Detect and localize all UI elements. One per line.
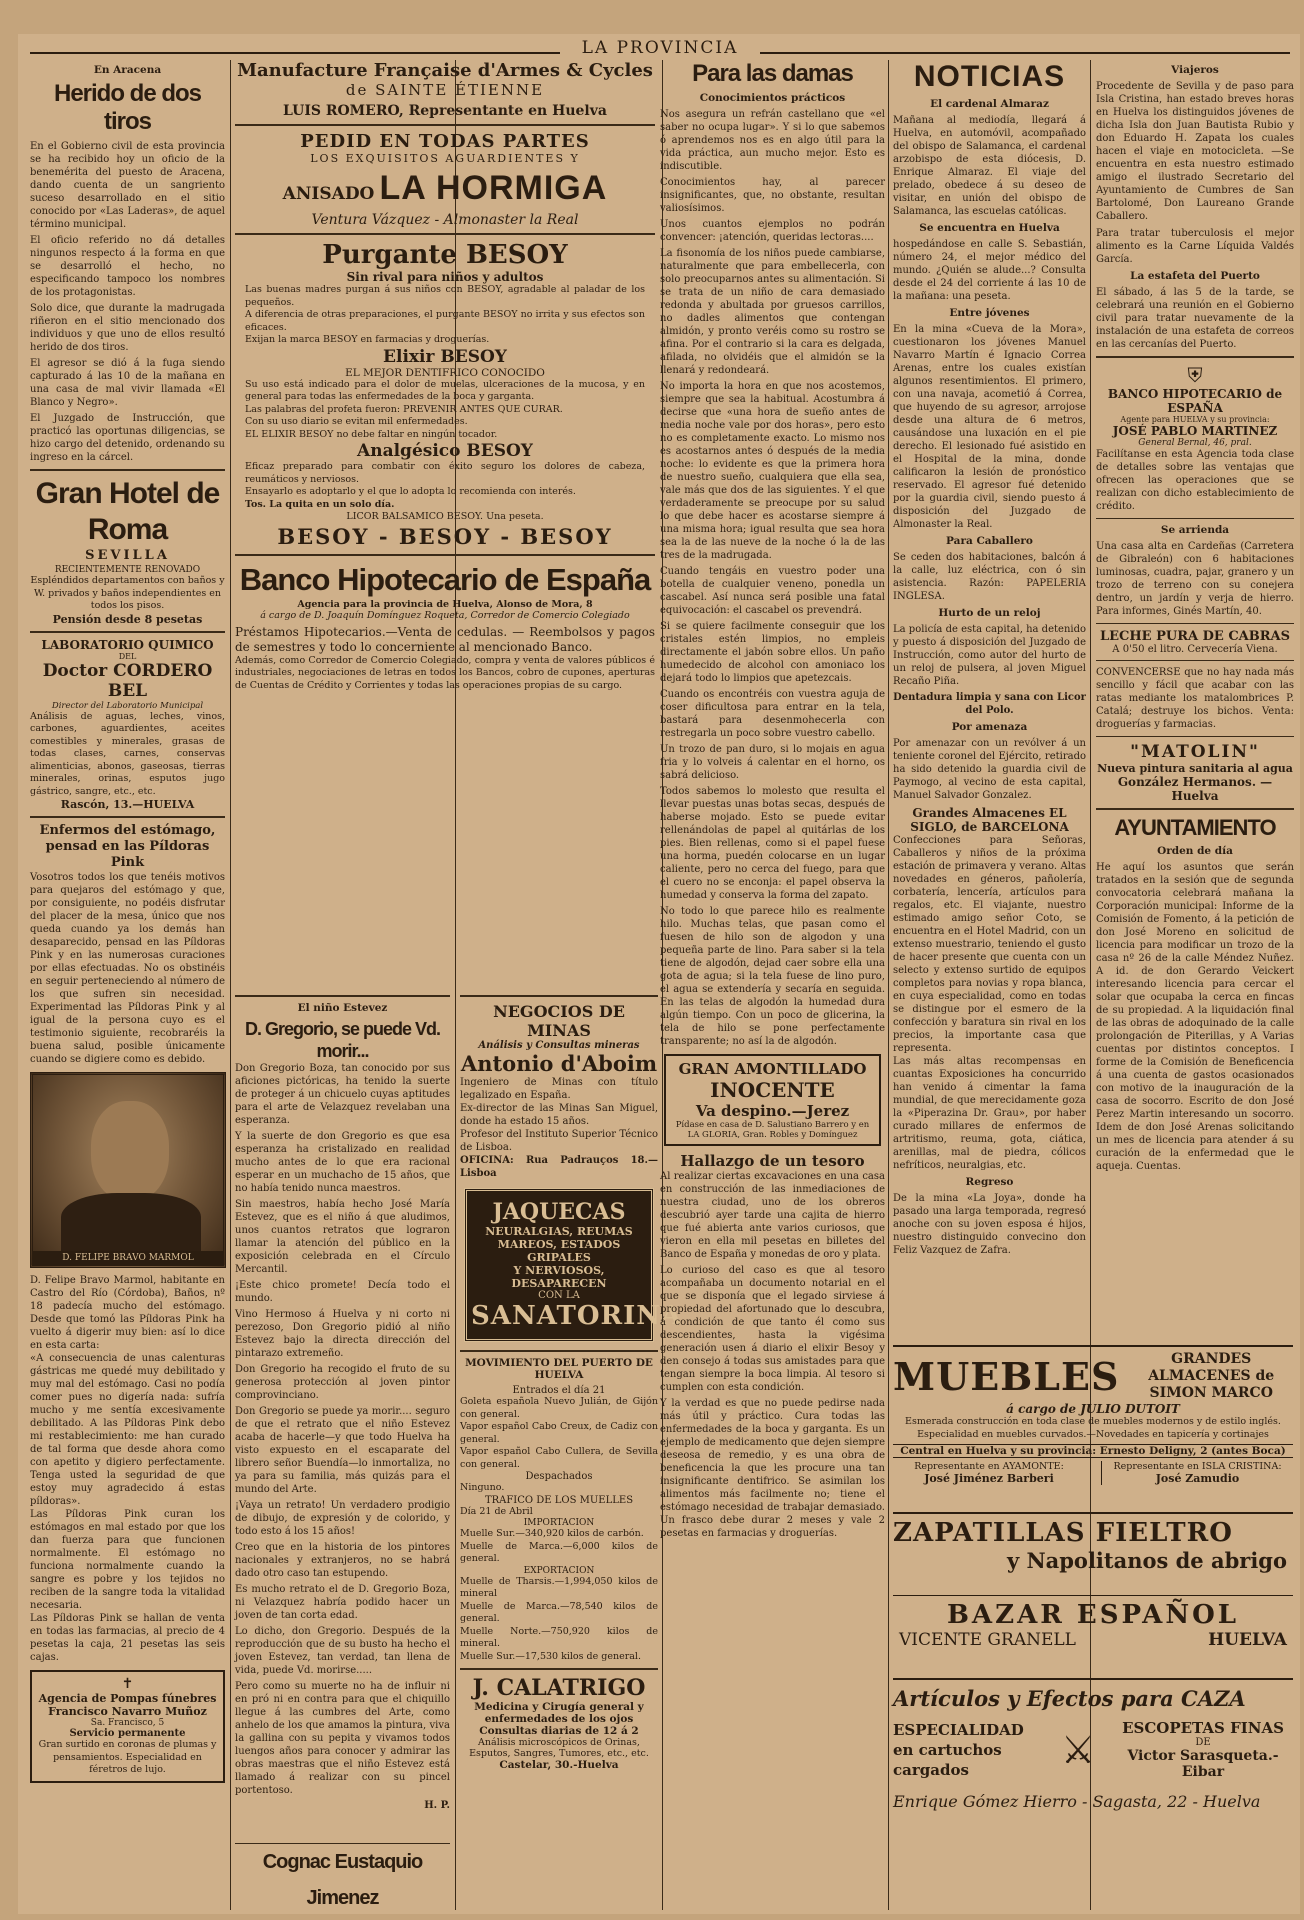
caza-title: Artículos y Efectos para CAZA bbox=[893, 1686, 1246, 1711]
port-subtitle: Entrados el día 21 bbox=[512, 1385, 606, 1396]
amontillado-title: GRAN AMONTILLADO bbox=[678, 1060, 867, 1078]
pills-text: «A consecuencia de unas calenturas gástricas me quedé muy debilitado y muy mal del estómago. Casi no podía comer pues no digería nada: sufría mucho y me sentía excesivamente debilitado. A las Píldoras Pink debo mi restablecimiento: me han curado de tal forma que desde ahora como con apetito y digiero perfectamente. Tenga usted la seguridad de que estoy muy agradecido á estas píldoras». bbox=[30, 1353, 225, 1507]
sanatorina-text: CON LA bbox=[538, 1290, 580, 1301]
port-entry: Goleta española Nuevo Julián, de Gijón con general. bbox=[460, 1396, 658, 1420]
divider bbox=[1096, 808, 1294, 810]
column-4 bbox=[660, 60, 885, 1910]
bazar-title: BAZAR ESPAÑOL bbox=[946, 1600, 1240, 1630]
news-heading: Se encuentra en Huelva bbox=[919, 222, 1060, 234]
calatrigo-name: J. CALATRIGO bbox=[472, 1675, 646, 1701]
portrait-image bbox=[30, 1072, 226, 1268]
paragraph: Solo dice, que durante la madrugada riñeron en el sitio mencionado dos individuos y que uno de ellos resultó herido de dos tiros. bbox=[30, 303, 225, 353]
lab-text: Análisis de aguas, leches, vinos, carbones, aguardientes, aceites comestibles y minerales, grasas de todas clases, carnes, conservas alimenticias, abonos, gaseosas, tierras minerales, orinas, esputos jugo gástrico, sangre, etc., etc. bbox=[30, 710, 225, 797]
news-text: Dentadura limpia y sana con Licor del Polo. bbox=[893, 692, 1086, 716]
divider bbox=[235, 995, 450, 997]
paragraph: Cuando tengáis en vuestro poder una botella de cualquier veneno, ponedla un cascabel. Así nunca será posible una fatal equivocación: el cascabel os prevendrá. bbox=[660, 566, 885, 616]
pills-text: D. Felipe Bravo Marmol, habitante en Castro del Río (Córdoba), Baños, nº 18 padecía mucho del estómago. Desde que tomó las Píldoras Pink ha vuelto á digerir muy bien: así lo dice en esta carta: bbox=[30, 1275, 225, 1351]
paragraph: Don Gregorio ha recogido el fruto de su generosa protección al joven pintor comprovinciano. bbox=[235, 1364, 450, 1401]
cognac-ad bbox=[235, 1843, 450, 1909]
paragraph: Lo curioso del caso es que al tesoro acompañaba un documento notarial en el que se disponía que el legado sirviese á propiedad del afortunado que lo descubra, á condición de que tanto él como sus descendientes, hasta la vigésima generación usen á diario el elixir Besoy y den consejo á todas sus amistades para que tengan siempre la boca limpia. Al tesoro si cumplen con esta condición. bbox=[660, 1265, 885, 1393]
lab-del: DEL bbox=[118, 651, 137, 661]
pills-text: Las Píldoras Pink se hallan de venta en todas las farmacias, al precio de 4 pesetas la caja, 21 pesetas las seis cajas. bbox=[30, 1613, 225, 1663]
news-text: Se ceden dos habitaciones, balcón á la calle, luz eléctrica, con ó sin asistencia. Razón: PAPELERIA INGLESA. bbox=[893, 552, 1086, 602]
news-text: Mañana al mediodía, llegará á Huelva, en automóvil, acompañado del obispo de Salamanca, el cardenal arzobispo de esta diócesis, D. Enrique Almaraz. El viaje del prelado, obedece á su deseo de visitar, en unión del obispo de Salamanca, las escuelas católicas. bbox=[893, 115, 1086, 217]
muebles-title: MUEBLES bbox=[893, 1354, 1120, 1399]
calatrigo-address: Castelar, 30.-Huelva bbox=[499, 1759, 619, 1771]
rep-name: José Zamudio bbox=[1155, 1472, 1240, 1485]
sanatorina-tag: JAQUECAS bbox=[492, 1199, 626, 1225]
divider bbox=[1096, 356, 1294, 358]
minas-text: Ex-director de las Minas San Miguel, donde ha estado 15 años. bbox=[460, 1103, 658, 1127]
calatrigo-text: Consultas diarias de 12 á 2 bbox=[479, 1725, 639, 1737]
banco-title: Banco Hipotecario de España bbox=[239, 561, 651, 597]
besoy-text: Las buenas madres purgan á sus niños con BESOY, agradable al paladar de los pequeños. bbox=[245, 284, 645, 308]
besoy-text: Exijan la marca BESOY en farmacias y droguerías. bbox=[245, 334, 490, 345]
divider bbox=[460, 995, 658, 997]
news-story bbox=[235, 1062, 450, 1797]
muebles-ad bbox=[893, 1345, 1293, 1505]
column-3-lower bbox=[460, 990, 683, 1880]
port-entry: Día 21 de Abril bbox=[460, 1505, 533, 1517]
hotel-price: Pensión desde 8 pesetas bbox=[52, 612, 203, 626]
lab-ad bbox=[30, 638, 225, 812]
besoy-tos: Tos. La quita en un solo día. bbox=[245, 498, 395, 510]
paragraph: Unos cuantos ejemplos no podrán convencer: ¡atención, queridas lectoras.... bbox=[660, 219, 885, 243]
funeral-title: Agencia de Pompas fúnebres bbox=[38, 1692, 217, 1705]
news-text: Para tratar tuberculosis el mejor alimento es la Carne Líquida Valdés García. bbox=[1096, 228, 1294, 265]
leche-text: A 0'50 el litro. Cervecería Viena. bbox=[1112, 644, 1278, 655]
paragraph: Don Gregorio Boza, tan conocido por sus aficiones pictóricas, ha tenido la suerte de proteger á un chicuelo cuyas aptitudes para el arte de Velazquez revelaban una esperanza. bbox=[235, 1063, 450, 1126]
paragraph: Pero como su muerte no ha de influir ni en pró ni en contra para que el chiquillo llegue á las cumbres del Arte, como anhelo de los que amamos la pintura, viva la gallina con su pepita y vivamos todos luengos años para conocer y admirar las obras maestras que el niño Estevez está llamado á realizar con su pincel portentoso. bbox=[235, 1681, 450, 1796]
hormiga-maker: Ventura Vázquez - Almonaster la Real bbox=[311, 212, 579, 228]
pills-headline: Enfermos del estómago, pensad en las Píldoras Pink bbox=[39, 823, 216, 870]
hotel-city: SEVILLA bbox=[85, 548, 170, 563]
headline: Herido de dos tiros bbox=[53, 80, 202, 135]
hotel-name: Gran Hotel de Roma bbox=[35, 477, 220, 546]
divider bbox=[460, 1350, 658, 1352]
arms-ad bbox=[235, 60, 655, 119]
port-entry: Muelle de Marca.—78,540 kilos de general. bbox=[460, 1600, 658, 1624]
divider bbox=[235, 554, 655, 556]
funeral-ad bbox=[30, 1670, 225, 1783]
hormiga-line1: PEDID EN TODAS PARTES bbox=[300, 131, 590, 152]
minas-ad bbox=[460, 1002, 658, 1180]
portrait-caption: D. FELIPE BRAVO MARMOL bbox=[33, 1251, 223, 1265]
banco2-agent: Agente para HUELVA y su provincia: bbox=[1120, 415, 1270, 424]
divider bbox=[30, 816, 225, 818]
section-heading: Para las damas bbox=[692, 60, 853, 87]
caza-shotguns: ESCOPETAS FINAS bbox=[1122, 1719, 1284, 1737]
minas-name: Antonio d'Aboim bbox=[460, 1051, 658, 1076]
news-heading: Hurto de un reloj bbox=[938, 607, 1041, 619]
pills-text: Vosotros todos los que tenéis motivos para quejaros del estómago y que, por consiguiente, no podéis disfrutar del placer de la mesa, único que nos queda cuando ya los demás han desaparecido, pensad en las Píldoras Pink y en las numerosas curaciones por ellas efectuadas. No os obstinéis en seguir perteneciendo al número de los que sufren sin necesidad. Experimentad las Píldoras Pink y al igual de la persona cuyo es el testimonio siguiente, recobraréis la buena salud, posible únicamente cuando se digiere como es debido. bbox=[30, 872, 225, 1065]
caza-de: DE bbox=[1195, 1737, 1211, 1748]
portrait-body bbox=[61, 1193, 201, 1253]
sanatorina-text: Y NERVIOSOS, DESAPARECEN bbox=[511, 1264, 607, 1290]
paragraph: En el Gobierno civil de esta provincia se ha recibido hoy un oficio de la benemérita del puesto de Aracena, dando cuenta de un sangriento suceso desarrollado en el sitio conocido por «Las Laderas», de aquel término municipal. bbox=[30, 141, 225, 230]
divider bbox=[1096, 660, 1294, 661]
news-text: Confecciones para Señoras, Caballeros y niños de la próxima estación de primavera y verano. Altas novedades en géneros, pañolería, corbatería, lencería, artículos para regalos, etc. El viajante, nuestro estimado amigo señor Coto, se encuentra en el Hotel Madrid, con un extenso muestrario, teniendo el gusto de hacer presente que cuenta con un selecto y extenso surtido de equipos completos para novias y ropa blanca, en cuya especialidad, como en todas se distingue por el esmero de la confección y baratura sin rival en los precios, la importante casa que representa. bbox=[893, 835, 1086, 1054]
banco-agency-ad bbox=[1096, 363, 1294, 513]
divider bbox=[30, 469, 225, 471]
muebles-central: Central en Huelva y su provincia: Ernesto Deligny, 2 (antes Boca) bbox=[893, 1444, 1293, 1458]
column-rule bbox=[230, 60, 231, 1910]
hormiga-anisado: ANISADO bbox=[282, 184, 375, 204]
besoy-text: A diferencia de otras preparaciones, el purgante BESOY no irrita y sus efectos son eficaces. bbox=[245, 309, 645, 333]
paragraph: Y la verdad es que no puede pedirse nada más útil y práctico. Cura todas las enfermedades de la boca y garganta. Es un ejemplo de medicamento que dejen siempre deseosa de remedio, y es una obra de beneficencia la que les procure una tan insignificante dentifrico. Se asimilan los alimentos más facilmente no; tiene el estómago necesidad de trabajar demasiado. Un frasco debe durar 2 meses y vale 2 pesetas en farmacias y droguerías. bbox=[660, 1398, 885, 1539]
news-text: De la mina «La Joya», donde ha pasado una larga temporada, regresó anoche con su joven esposa é hijos, nuestro distinguido convecino don Feliz Vazquez de Zafra. bbox=[893, 1193, 1086, 1256]
bazar-city: HUELVA bbox=[1208, 1630, 1287, 1650]
muebles-store: GRANDES ALMACENES de SIMON MARCO bbox=[1148, 1351, 1275, 1401]
paragraph: Nos asegura un refrán castellano que «el saber no ocupa lugar». Y si lo que sabemos ó aprendemos nos es en algo útil para la vida práctica, aun mucho mejor. Esto es indiscutible. bbox=[660, 109, 885, 172]
minas-text: Profesor del Instituto Superior Técnico de Lisboa. bbox=[460, 1129, 658, 1153]
muebles-text: Esmerada construcción en toda clase de muebles modernos y de estilo inglés. Especialidad en muebles curvados.—Novedades en tapicería y cortinajes bbox=[905, 1416, 1281, 1440]
besoy-elixir-sub: EL MEJOR DENTIFRICO CONOCIDO bbox=[345, 366, 545, 379]
divider bbox=[235, 124, 655, 126]
banco-text: Además, como Corredor de Comercio Colegiado, compra y venta de valores públicos é industriales, negociaciones de letras en todos los Bancos, cobro de cupones, aperturas de Cuentas de Crédito y Corrientes y todas las operaciones propias de su cargo. bbox=[235, 654, 655, 691]
news-heading: Orden de día bbox=[1157, 845, 1233, 857]
port-entry: Ninguno. bbox=[460, 1482, 505, 1493]
coat-of-arms-icon: ⛨ bbox=[1187, 363, 1203, 387]
hotel-note: RECIENTEMENTE RENOVADO bbox=[54, 565, 201, 575]
paragraph: Creo que en la historia de los pintores nacionales y extranjeros, no se habrá dado otro caso tan estupendo. bbox=[235, 1542, 450, 1579]
sanatorina-brand: SANATORINA bbox=[471, 1301, 683, 1331]
besoy-analgesico: Analgésico BESOY bbox=[357, 441, 533, 461]
besoy-text: Su uso está indicado para el dolor de muelas, ulceraciones de la mucosa, y en general para todas las enfermedades de la boca y garganta. bbox=[245, 378, 645, 402]
news-text: He aquí los asuntos que serán tratados en la sesión que de segunda convocatoria celebrará mañana la Corporación municipal: Informe de la Comisión de Fomento, á la petición de don José Moreno en solicitud de licencia para modificar un trozo de la casa nº 26 de la calle Méndez Nuñez. A id. de don Gerardo Veickert interesando licencia para cercar el solar que ocupaba la cerca en fincas de su propiedad. A la liquidación final de las obras de adoquinado de la calle prolongación de Piterillas, y A Varias cuentas por distintos conceptos. I forme de la Comisión de Beneficencia á una cuenta de gastos ocasionados con motivo de la inauguración de la casa de socorro. Escrito de don José Perez Martin interesando un socorro. Idem de don José Arenas solicitando un mes de licencia para atender á su curación de la enfermedad que le aqueja. Cuentas. bbox=[1096, 862, 1294, 1172]
bazar-ad bbox=[893, 1595, 1293, 1675]
news-story bbox=[30, 140, 225, 464]
banco2-text: Facilítanse en esta Agencia toda clase de detalles sobre las ventajas que ofrecen las operaciones que se realizan con dicho establecimiento de crédito. bbox=[1096, 449, 1294, 512]
paragraph: Vino Hermoso á Huelva y ni corto ni perezoso, Don Gregorio pidió al niño Estevez bajo la directa dirección del pintarazo extremeño. bbox=[235, 1309, 450, 1359]
paragraph: Si se quiere facilmente conseguir que los cristales estén limpios, no empleis directamente el jabón sobre ellos. Un paño humedecido de alcohol con amoniaco los dejará todo lo limpios que apetezcais. bbox=[660, 621, 885, 684]
rep-label: Representante en AYAMONTE: bbox=[914, 1461, 1064, 1472]
paragraph: Un trozo de pan duro, si lo mojais en agua fria y lo volveis á calentar en el horno, os sabrá delicioso. bbox=[660, 744, 885, 781]
divider bbox=[1096, 518, 1294, 519]
zapatillas-title: ZAPATILLAS FIELTRO bbox=[893, 1518, 1233, 1548]
besoy-licor: LICOR BALSAMICO BESOY. Una peseta. bbox=[346, 511, 544, 522]
banco-text: Préstamos Hipotecarios.—Venta de cedulas. — Reembolsos y pagos de semestres y todo lo concerniente al mencionado Banco. bbox=[235, 624, 655, 654]
signature: H. P. bbox=[424, 1800, 450, 1811]
news-text: En la mina «Cueva de la Mora», cuestionaron los jóvenes Manuel Navarro Martín é Ignacio Correa Arenas, entre los cuales existían algunos resentimientos. El primero, con una navaja, acometió á Correa, que huyendo de su agresor, arrojose desde una altura de 6 metros, causándose una luxación en el pie derecho. El lesionado fué asistido en el Hospital de la mina, donde calificaron la lesión de pronóstico reservado. El agresor fué detenido por la guardia civil, siendo puesto á disposición del Juzgado de Almonaster la Real. bbox=[893, 324, 1086, 530]
banco-cargo: á cargo de D. Joaquín Domínguez Roqueta, Corredor de Comercio Colegiado bbox=[260, 609, 630, 621]
lab-address: Rascón, 13.—HUELVA bbox=[60, 798, 195, 811]
paragraph: No todo lo que parece hilo es realmente hilo. Muchas telas, que pasan como el fuesen de hilo son de algodon y una pequeña parte de lino. Para saber si la tela tiene de algodón, dejad caer sobre ella una gota de agua; si la tela fuese de lino puro, el agua se extendería y secaría en seguida. En las telas de algodón la humedad dura algún tiempo. Con un poco de glicerina, la tela de hilo se pone perfectamente transparente; no así la de algodón. bbox=[660, 906, 885, 1047]
headline: Hallazgo de un tesoro bbox=[680, 1152, 865, 1170]
section-heading: NOTICIAS bbox=[913, 60, 1066, 93]
cognac-text: Cognac Eustaquio Jimenez bbox=[262, 1851, 423, 1909]
matolin-text: Nueva pintura sanitaria al agua bbox=[1097, 762, 1293, 775]
siglo-title: Grandes Almacenes EL SIGLO, de BARCELONA bbox=[910, 806, 1069, 834]
port-entry: Vapor español Cabo Cullera, de Sevilla con general. bbox=[460, 1446, 658, 1470]
besoy-ad bbox=[235, 240, 655, 549]
news-text: La policía de esta capital, ha detenido y puesto á disposición del Juzgado de Instrucción, como autor del hurto de un reloj de pulsera, al joven Miguel Recaño Piña. bbox=[893, 624, 1086, 687]
besoy-footer: BESOY - BESOY - BESOY bbox=[277, 523, 613, 549]
funeral-name: Francisco Navarro Muñoz bbox=[48, 1705, 207, 1718]
hormiga-ad bbox=[235, 131, 655, 228]
hotel-ad bbox=[30, 476, 225, 626]
port-subtitle: EXPORTACION bbox=[523, 1565, 595, 1576]
paragraph: ¡Vaya un retrato! Un verdadero prodigio de dibujo, de expresión y de colorido, y todo esto á los 15 años! bbox=[235, 1500, 450, 1537]
news-heading: El cardenal Almaraz bbox=[930, 98, 1049, 110]
arms-city: de SAINTE ÉTIENNE bbox=[345, 81, 545, 99]
article bbox=[660, 108, 885, 1048]
column-1 bbox=[30, 60, 225, 1910]
cross-icon: ✝ bbox=[121, 1676, 134, 1692]
calatrigo-text: Medicina y Cirugía general y enfermedades de los ojos bbox=[474, 1701, 644, 1725]
banco2-title: BANCO HIPOTECARIO de ESPAÑA bbox=[1107, 387, 1283, 415]
paragraph: La fisonomía de los niños puede cambiarse, naturalmente que para embellecerla, con solo preocuparnos antes su alimentación. Si se trata de un niño de cara demasiado redonda y abultada por gruesos carrillos, no dadles alimentos que contengan almidón, y pronto veréis como su rostro se afina. Por el contrario si la cara es delgada, afilada, no olvidéis que el almidón se la llenará y redondeará. bbox=[660, 248, 885, 376]
pink-pills-ad bbox=[30, 823, 225, 1664]
paragraph: Cuando os encontréis con vuestra aguja de coser dificultosa para entrar en la tela, bastará para desenmohecerla con restregarla un poco sobre vuestro cabello. bbox=[660, 689, 885, 739]
news-heading: Para Caballero bbox=[946, 535, 1033, 547]
arms-title: Manufacture Française d'Armes & Cycles bbox=[237, 60, 653, 81]
hormiga-brand: LA HORMIGA bbox=[379, 169, 608, 207]
paragraph: Don Gregorio se puede ya morir.... seguro de que el retrato que el niño Estevez acaba de hacerle—y que todo Huelva ha visto expuesto en el escaparate del librero señor Buendía—lo inmortaliza, no ya para su familia, más quizás para el mundo del Arte. bbox=[235, 1406, 450, 1495]
news-heading: Entre jóvenes bbox=[949, 307, 1030, 319]
besoy-text: Con su uso diario se evitan mil enfermedades. bbox=[245, 416, 468, 427]
port-entry: Muelle Sur.—17,530 kilos de general. bbox=[460, 1650, 641, 1662]
caza-specialty: ESPECIALIDAD en cartuchos cargados bbox=[893, 1720, 1024, 1779]
news-story bbox=[660, 1170, 885, 1540]
ads-block bbox=[235, 60, 655, 770]
section-label: El niño Estevez bbox=[297, 1002, 388, 1014]
sanatorina-text: MAREOS, ESTADOS GRIPALES bbox=[497, 1238, 621, 1264]
divider bbox=[30, 631, 225, 633]
lab-role: Director del Laboratorio Municipal bbox=[51, 700, 204, 711]
column-rule bbox=[888, 60, 889, 1910]
banco2-address: General Bernal, 46, pral. bbox=[1138, 438, 1252, 448]
port-entry: Muelle de Marca.—6,000 kilos de general. bbox=[460, 1540, 658, 1564]
paragraph: El Juzgado de Instrucción, que practicó las oportunas diligencias, se hizo cargo del detenido, ordenando su ingreso en la cárcel. bbox=[30, 413, 225, 463]
lab-name: Doctor CORDERO BEL bbox=[42, 660, 213, 701]
caza-address: Enrique Gómez Hierro - Sagasta, 22 - Huelva bbox=[893, 1792, 1261, 1811]
paragraph: El agresor se dió á la fuga siendo capturado á las 10 de la mañana en una casa de mal vivir llamada «El Blanco y Negro». bbox=[30, 358, 225, 408]
besoy-sub: Sin rival para niños y adultos bbox=[346, 270, 544, 284]
amontillado-ad bbox=[664, 1054, 881, 1146]
news-heading: Viajeros bbox=[1171, 64, 1219, 76]
muebles-manager: á cargo de JULIO DUTOIT bbox=[1006, 1402, 1180, 1416]
matolin-title: "MATOLIN" bbox=[1130, 742, 1260, 762]
rep-label: Representante en ISLA CRISTINA: bbox=[1113, 1461, 1282, 1472]
column-6 bbox=[1096, 60, 1294, 1350]
masthead-title: LA PROVINCIA bbox=[560, 38, 760, 58]
calatrigo-ad bbox=[460, 1675, 658, 1771]
caza-maker: Victor Sarasqueta.-Eibar bbox=[1127, 1748, 1279, 1780]
besoy-text: Eficaz preparado para combatir con éxito seguro los dolores de cabeza, reumáticos y nerviosos. bbox=[245, 461, 645, 485]
news-heading: Por amenaza bbox=[951, 721, 1028, 733]
news-text: CONVENCERSE que no hay nada más sencillo y fácil que acabar con las ratas mediante los matalombrices P. Catalá; destruye los bichos. Venta: droguerías y farmacias. bbox=[1096, 667, 1294, 730]
port-entry: Muelle Norte.—750,920 kilos de mineral. bbox=[460, 1625, 658, 1649]
besoy-text: EL ELIXIR BESOY no debe faltar en ningún tocador. bbox=[245, 428, 498, 440]
section-heading: AYUNTAMIENTO bbox=[1114, 815, 1276, 840]
besoy-text: Ensayarlo es adoptarlo y el que lo adopta lo recomienda con interés. bbox=[245, 486, 576, 497]
port-entry: Vapor español Cabo Creux, de Cadiz con general. bbox=[460, 1421, 658, 1445]
news-text: Por amenazar con un revólver á un teniente coronel del Ejército, retirado ha sido detenido la guardia civil de Paymogo, al vecino de esta capital, Manuel Salvador Gonzalez. bbox=[893, 738, 1086, 801]
pills-text: Las Píldoras Pink curan los estómagos en mal estado por que los dan fuerza para que funcionen normalmente. El estómago no funciona normalmente cuando la sangre es pobre y los tejidos no reciben de la sangre toda la vitalidad necesaria. bbox=[30, 1509, 225, 1611]
paragraph: Y la suerte de don Gregorio es que esa esperanza ha cristalizado en realidad mucho antes de lo que era racional esperar en un muchacho de 15 años, que no había tenido nunca maestros. bbox=[235, 1131, 450, 1194]
port-subtitle: Despachados bbox=[525, 1471, 593, 1482]
funeral-service: Servicio permanente bbox=[69, 1728, 186, 1739]
zapatillas-sub: y Napolitanos de abrigo bbox=[1006, 1548, 1287, 1573]
leche-title: LECHE PURA DE CABRAS bbox=[1099, 629, 1291, 644]
minas-sub: Análisis y Consultas mineras bbox=[478, 1040, 640, 1051]
banco2-name: JOSÉ PABLO MARTINEZ bbox=[1112, 424, 1278, 438]
bazar-owner: VICENTE GRANELL bbox=[899, 1630, 1076, 1650]
paragraph: Al realizar ciertas excavaciones en una casa en construcción de las inmediaciones de nuestra ciudad, uno de los obreros descubrió ayer tarde una cajita de hierro que fué abierta ante varios curiosos, que vieron en ella mil pesetas en billetes del Banco de España y monedas de oro y plata. bbox=[660, 1171, 885, 1260]
news-text: hospedándose en calle S. Sebastián, número 24, el mejor médico del mundo. ¿Quién se alude...? Consulta desde el 24 del corriente á las 10 de la mañana: una peseta. bbox=[893, 239, 1086, 302]
besoy-text: Las palabras del profeta fueron: PREVENIR ANTES QUE CURAR. bbox=[245, 403, 563, 415]
news-text: El sábado, á las 5 de la tarde, se celebrará una reunión en el Gobierno civil para tratar nuevamente de la instalación de una estafeta de correos en las cercanías del Puerto. bbox=[1096, 287, 1294, 350]
minas-text: Ingeniero de Minas con título legalizado en España. bbox=[460, 1077, 658, 1101]
sanatorina-text: NEURALGIAS, REUMAS bbox=[485, 1225, 633, 1238]
paragraph: Lo dicho, don Gregorio. Después de la reproducción que de su busto ha hecho el joven Estevez, tan verdad, tan llena de vida, puede Vd. morirse..... bbox=[235, 1626, 450, 1676]
news-text: Una casa alta en Cardeñas (Carretera de Gibraleón) con 6 habitaciones luminosas, cuadra, pajar, granero y un trozo de terreno con su conejera dentro, un jardín y verja de hierro. Para informes, Ginés Martín, 40. bbox=[1096, 541, 1294, 617]
paragraph: Conocimientos hay, al parecer insignificantes, que, no obstante, resultan valiosísimos. bbox=[660, 177, 885, 214]
news-heading: Se arrienda bbox=[1160, 524, 1230, 536]
hormiga-line2: LOS EXQUISITOS AGUARDIENTES Y bbox=[310, 152, 580, 165]
section-label: Conocimientos prácticos bbox=[699, 92, 846, 104]
news-heading: La estafeta del Puerto bbox=[1130, 270, 1260, 282]
caza-ad bbox=[893, 1678, 1293, 1903]
funeral-text: Gran surtido en coronas de plumas y pensamientos. Especialidad en féretros de lujo. bbox=[38, 1739, 217, 1775]
hotel-text: Espléndidos departamentos con baños y W. privados y baños independientes en todos los pisos. bbox=[30, 575, 225, 611]
banco-ad bbox=[235, 561, 655, 693]
matolin-maker: González Hermanos. — Huelva bbox=[1117, 775, 1273, 803]
arms-rep: LUIS ROMERO, Representante en Huelva bbox=[283, 103, 607, 119]
lab-title: LABORATORIO QUIMICO bbox=[41, 637, 214, 652]
section-label: En Aracena bbox=[93, 64, 162, 76]
port-movement bbox=[460, 1357, 658, 1663]
port-title: MOVIMIENTO DEL PUERTO DE HUELVA bbox=[465, 1357, 653, 1381]
minas-text: OFICINA: Rua Padrauços 18.—Lisboa bbox=[460, 1155, 658, 1179]
amontillado-brand: INOCENTE bbox=[710, 1078, 835, 1102]
port-subtitle: TRAFICO DE LOS MUELLES bbox=[484, 1494, 634, 1506]
divider bbox=[1096, 736, 1294, 737]
amontillado-text: Pídase en casa de D. Salustiano Barrero y en LA GLORIA, Gran. Robles y Domínguez bbox=[675, 1120, 870, 1140]
amontillado-maker: Va despino.—Jerez bbox=[695, 1102, 850, 1120]
besoy-title: Purgante BESOY bbox=[322, 240, 568, 270]
paragraph: Sin maestros, había hecho José María Estevez, que es el niño á que aludimos, unos cuantos retratos que lograron llamar la atención del público en la exposición celebrada en el Círculo Mercantil. bbox=[235, 1199, 450, 1275]
minas-title: NEGOCIOS DE MINAS bbox=[493, 1002, 625, 1040]
funeral-address: Sa. Francisco, 5 bbox=[90, 1718, 165, 1728]
paragraph: No importa la hora en que nos acostemos, siempre que sea la habitual. Acostumbra á decirse que «una hora de sueño antes de media noche vale por dos horas», pero esto no es completamente exacto. Lo mismo nos es acostarnos antes ó después de la media noche: lo evidente es que la primera hora de nuestro sueño, cualquiera que ella sea, vale más que dos de las siguientes. Y el que verdaderamente se preocupe por su salud lo que debe hacer es acostarse siempre á una misma hora; igual resulta que sea hora sea la de las nueve de la noche ó la de las tres de la madrugada. bbox=[660, 381, 885, 561]
paragraph: ¡Este chico promete! Decía todo el mundo. bbox=[235, 1280, 450, 1304]
rep-name: José Jiménez Barberi bbox=[924, 1472, 1054, 1485]
divider bbox=[1096, 623, 1294, 624]
sanatorina-ad bbox=[464, 1188, 683, 1342]
news-text: Procedente de Sevilla y de paso para Isla Cristina, han estado breves horas en Huelva los distinguidos jóvenes de dicha Isla don Juan Bautista Rubio y don Eduardo H. Zapata los cuales hacen el viaje en motocicleta. —Se encuentra en esta nuestro estimado amigo el ilustrado Secretario del Ayuntamiento de Cumbres de San Bartolomé, Don Laureano Grande Caballero. bbox=[1096, 81, 1294, 222]
paragraph: Todos sabemos lo molesto que resulta el llevar puestas unas botas secas, después de haberse mojado. Esto se puede evitar rellenándolas de papel al quitárlas de los pies. Bien rellenas, como si el papel fuese una horma, puedén colocarse en un lugar caliente, pero no cerca del fuego, para que el cuero no se enconja: el papel observa la humedad y conserva la forma del zapato. bbox=[660, 786, 885, 901]
calatrigo-text: Análisis microscópicos de Orinas, Esputos, Sangres, Tumores, etc., etc. bbox=[469, 1737, 649, 1759]
besoy-elixir: Elixir BESOY bbox=[383, 346, 507, 367]
divider bbox=[235, 233, 655, 235]
port-entry: Muelle de Tharsis.—1,994,050 kilos de mineral bbox=[460, 1575, 658, 1599]
headline: D. Gregorio, se puede Vd. morir... bbox=[244, 1019, 441, 1061]
paragraph: El oficio referido no dá detalles ningunos respecto á la forma en que se desarrolló el hecho, no especificando tampoco los nombres de los protagonistas. bbox=[30, 235, 225, 298]
news-heading: Regreso bbox=[965, 1176, 1014, 1188]
column-2-lower bbox=[235, 990, 450, 1840]
port-subtitle: IMPORTACION bbox=[523, 1518, 595, 1528]
port-entry: Muelle Sur.—340,920 kilos de carbón. bbox=[460, 1528, 644, 1539]
zapatillas-ad bbox=[893, 1512, 1293, 1592]
banco-agency: Agencia para la provincia de Huelva, Alonso de Mora, 8 bbox=[297, 598, 593, 610]
column-5 bbox=[893, 60, 1086, 1350]
news-text: Las más altas recompensas en cuantas Exposiciones ha concurrido han venido á cimentar la fama mundial, de que merecidamente goza la «Piperazina Dr. Grau», por haber curado millares de enfermos de artritismo, reuma, gota, ciática, arenillas, mal de piedra, cólicos nefríticos, neuralgias, etc. bbox=[893, 1056, 1086, 1171]
paragraph: Es mucho retrato el de D. Gregorio Boza, ni Velazquez habría podido hacer un joven de tan corta edad. bbox=[235, 1584, 450, 1621]
crossed-rifles-icon: ⚔ bbox=[1060, 1727, 1096, 1772]
divider bbox=[460, 1668, 658, 1670]
portrait-face bbox=[91, 1101, 169, 1201]
